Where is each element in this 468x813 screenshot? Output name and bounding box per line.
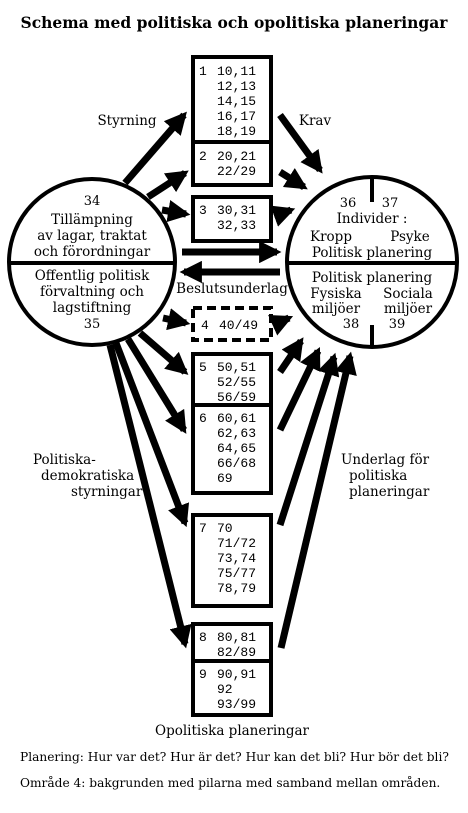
left-top-line-2: av lagar, traktat — [37, 228, 147, 244]
box-6-line: 60,61 — [217, 411, 257, 426]
right-circle — [287, 177, 457, 347]
box-9-line: 90,91 — [217, 667, 257, 682]
label-krav: Krav — [298, 113, 332, 129]
box-5-id: 5 — [199, 360, 207, 375]
box-8-line: 82/89 — [217, 645, 257, 660]
right-miljoer-a: miljöer — [311, 301, 361, 317]
left-top-line-3: och förordningar — [33, 244, 151, 260]
box-1-line: 16,17 — [217, 109, 257, 124]
box-1-line: 10,11 — [217, 64, 257, 79]
box-2-id: 2 — [199, 149, 207, 164]
right-number-37: 37 — [381, 196, 399, 211]
box-1-line: 14,15 — [217, 94, 257, 109]
box-5-line: 50,51 — [217, 360, 257, 375]
box-7-line: 75/77 — [217, 566, 257, 581]
box-7-line: 73,74 — [217, 551, 257, 566]
box-6-line: 66/68 — [217, 456, 257, 471]
box-7-line: 78,79 — [217, 581, 257, 596]
label-politiska-1: Politiska- — [33, 452, 96, 468]
label-styrning: Styrning — [97, 113, 157, 129]
box-7-line: 70 — [217, 521, 233, 536]
right-politisk-bottom: Politisk planering — [311, 270, 433, 286]
arrow-left-to-box-4 — [163, 318, 186, 323]
right-sociala: Sociala — [383, 286, 433, 302]
arrow-box-3-to-right — [280, 210, 291, 214]
box-6-line: 69 — [217, 471, 233, 486]
right-fysiska: Fysiska — [310, 286, 362, 302]
box-2-line: 20,21 — [217, 149, 257, 164]
box-6-line: 62,63 — [217, 426, 257, 441]
arrow-box-4-to-right — [280, 318, 289, 322]
box-4-id: 4 — [201, 318, 209, 333]
right-number-36: 36 — [339, 196, 357, 211]
box-7-line: 71/72 — [217, 536, 257, 551]
label-underlag-3: planeringar — [349, 484, 430, 500]
box-4-line: 40/49 — [219, 318, 259, 333]
left-number-bottom: 35 — [83, 317, 101, 332]
box-3-id: 3 — [199, 203, 207, 218]
label-underlag-2: politiska — [349, 468, 408, 484]
label-politiska-3: styrningar — [71, 484, 143, 500]
box-5-line: 52/55 — [217, 375, 257, 390]
arrow-box-7-to-right — [280, 357, 334, 525]
arrow-box-5-to-right — [280, 341, 301, 372]
box-6-id: 6 — [199, 411, 207, 426]
right-psyke: Psyke — [390, 229, 430, 245]
box-8-id: 8 — [199, 630, 207, 645]
box-5-line: 56/59 — [217, 390, 257, 405]
label-opolitiska: Opolitiska planeringar — [155, 723, 309, 739]
box-9-line: 92 — [217, 682, 233, 697]
arrow-left-to-box-3 — [162, 210, 186, 214]
footer-line-1: Planering: Hur var det? Hur är det? Hur kan det bli? Hur bör det bli? — [20, 750, 449, 764]
box-2-line: 22/29 — [217, 164, 257, 179]
box-1-id: 1 — [199, 64, 207, 79]
left-bottom-line-1: Offentlig politisk — [34, 268, 150, 284]
box-1-line: 12,13 — [217, 79, 257, 94]
box-9-line: 93/99 — [217, 697, 257, 712]
left-circle — [9, 179, 175, 345]
box-9-id: 9 — [199, 667, 207, 682]
box-1-line: 18,19 — [217, 124, 257, 139]
right-politisk-top: Politisk planering — [311, 245, 433, 261]
label-beslutsunderlag: Beslutsunderlag — [176, 281, 288, 297]
right-individer: Individer : — [336, 211, 408, 227]
label-underlag-1: Underlag för — [341, 452, 430, 468]
left-top-line-1: Tillämpning — [51, 212, 133, 228]
box-3-line: 30,31 — [217, 203, 257, 218]
box-6-line: 64,65 — [217, 441, 257, 456]
arrow-box-2-to-right — [280, 172, 304, 187]
right-number-39: 39 — [388, 317, 406, 332]
label-politiska-2: demokratiska — [41, 468, 135, 484]
left-number-top: 34 — [83, 194, 101, 209]
left-bottom-line-3: lagstiftning — [52, 300, 132, 316]
box-8-line: 80,81 — [217, 630, 257, 645]
box-7-id: 7 — [199, 521, 207, 536]
right-miljoer-b: miljöer — [383, 301, 433, 317]
right-number-38: 38 — [342, 317, 360, 332]
diagram-title: Schema med politiska och opolitiska planeringar — [20, 13, 448, 32]
left-bottom-line-2: förvaltning och — [39, 284, 145, 300]
box-3-line: 32,33 — [217, 218, 257, 233]
arrow-left-to-box-2 — [148, 173, 185, 197]
arrow-left-to-box-6 — [128, 339, 184, 430]
right-kropp: Kropp — [310, 229, 352, 245]
footer-line-2: Område 4: bakgrunden med pilarna med samband mellan områden. — [20, 776, 441, 790]
